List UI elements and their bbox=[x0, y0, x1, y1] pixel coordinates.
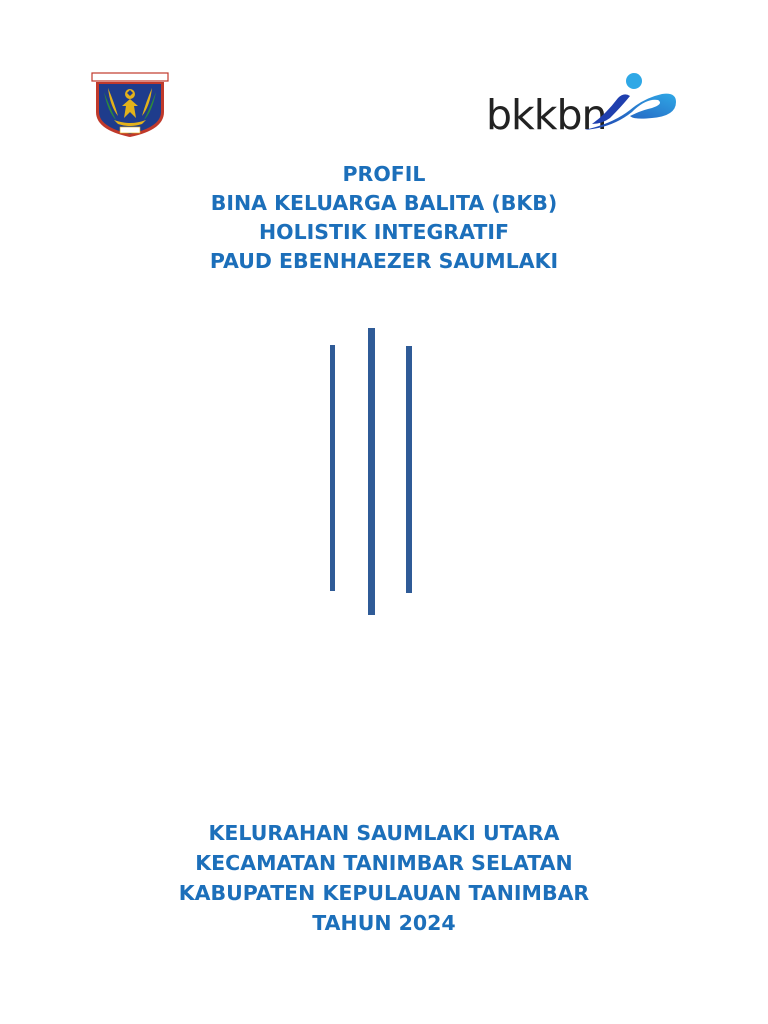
title-line-1: PROFIL bbox=[342, 162, 426, 186]
decorative-bar-left bbox=[330, 345, 335, 591]
title-line-2: BINA KELUARGA BALITA (BKB) bbox=[210, 191, 558, 215]
document-title bbox=[0, 160, 768, 276]
footer-line-1: KELURAHAN SAUMLAKI UTARA bbox=[208, 821, 560, 845]
bkkbn-logo-icon bbox=[572, 72, 680, 132]
emblem-banner-text bbox=[90, 72, 170, 138]
title-line-4: PAUD EBENHAEZER SAUMLAKI bbox=[209, 249, 559, 273]
footer-line-3: KABUPATEN KEPULAUAN TANIMBAR bbox=[178, 881, 590, 905]
decorative-bar-right bbox=[406, 346, 412, 593]
decorative-bar-center bbox=[368, 328, 375, 615]
regional-emblem-icon bbox=[90, 72, 170, 138]
footer-line-4: TAHUN 2024 bbox=[312, 911, 456, 935]
footer-line-2: KECAMATAN TANIMBAR SELATAN bbox=[195, 851, 573, 875]
document-footer bbox=[0, 818, 768, 938]
title-line-3: HOLISTIK INTEGRATIF bbox=[259, 220, 509, 244]
bkkbn-wordmark: bkkbn bbox=[486, 91, 607, 139]
